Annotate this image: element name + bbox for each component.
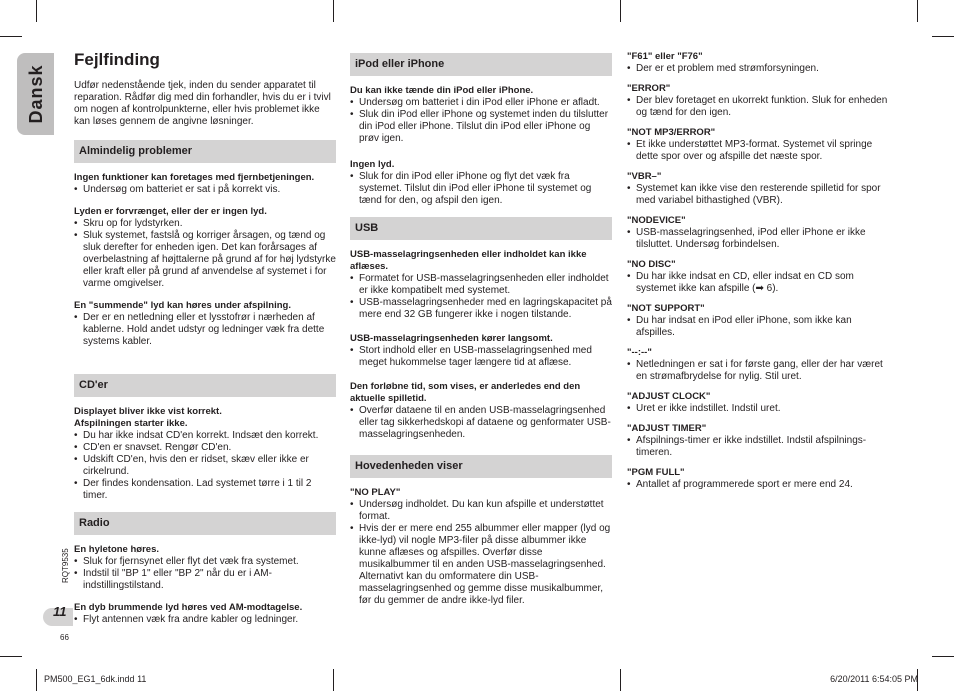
problem-item [350,249,612,321]
solution-bullet: • Du har indsat en iPod eller iPhone, som ikke kan afspilles. [627,315,889,339]
section-heading: CD'er [74,374,336,397]
solution-bullet: • Et ikke understøttet MP3-format. Systemet vil springe dette spor over og afspille det næste spor. [627,139,889,163]
display-message-item [627,127,889,163]
solution-bullet: • Overfør dataene til en anden USB-masselagringsenhed eller tag sikkerhedskopi af dataene og genformater USB-masselagringsenheden. [350,405,612,441]
problem-title: Displayet bliver ikke vist korrekt. [74,406,222,417]
problem-item [350,487,612,607]
problem-item [74,172,336,196]
problem-item [350,159,612,207]
language-label: Dansk [25,64,46,124]
solution-bullet: • Sluk systemet, fastslå og korriger årsagen, og tænd og sluk derefter for enheden igen. Det kan forårsages af overbelastning af højttalerne på grund af for høj lydstyrke eller kraft eller på grund af anvendelse af systemet i for varme omgivelser. [74,230,336,290]
problem-item [74,206,336,290]
crop-mark [932,656,954,657]
section-radio [74,512,336,626]
solution-bullet: • Systemet kan ikke vise den resterende spilletid for spor med variabel bithastighed (VBR). [627,183,889,207]
problem-item [74,602,336,626]
solution-bullet: • Uret er ikke indstillet. Indstil uret. [627,403,889,415]
crop-mark [36,669,37,691]
display-message-item [627,83,889,119]
display-message-item [627,391,889,415]
crop-mark [333,0,334,22]
problem-item [74,544,336,592]
display-message: "NOT SUPPORT" [627,303,705,314]
display-message: "NODEVICE" [627,215,686,226]
section-cd [74,374,336,502]
solution-bullet: • Udskift CD'en, hvis den er ridset, skæv eller ikke er cirkelrund. [74,454,336,478]
solution-bullet: • Der er en netledning eller et lysstofrør i nærheden af kablerne. Hold andet udstyr og ledninger væk fra dette systems kabler. [74,312,336,348]
display-message-item [627,259,889,295]
section-heading: Almindelig problemer [74,140,336,163]
solution-bullet: • Undersøg indholdet. Du kan kun afspille et understøttet format. [350,499,612,523]
solution-bullet: • Flyt antennen væk fra andre kabler og ledninger. [74,614,336,626]
solution-bullet: • Formatet for USB-masselagringsenheden eller indholdet er ikke kompatibelt med systemet. [350,273,612,297]
problem-title: USB-masselagringsenheden kører langsomt. [350,333,553,344]
solution-bullet: • Du har ikke indsat en CD, eller indsat en CD som systemet ikke kan afspille (➡ 6). [627,271,889,295]
problem-item [350,333,612,369]
solution-bullet: • Stort indhold eller en USB-masselagringsenhed med meget hukommelse tager længere tid at aflæse. [350,345,612,369]
solution-bullet: • Undersøg om batteriet i din iPod eller iPhone er afladt. [350,97,612,109]
problem-title: Afspilningen starter ikke. [74,418,188,429]
display-message-item [627,51,889,75]
solution-bullet: • Undersøg om batteriet er sat i på korrekt vis. [74,184,336,196]
section-heading: Radio [74,512,336,535]
problem-item [74,406,336,502]
display-message: "NO DISC" [627,259,676,270]
solution-bullet: • Afspilnings-timer er ikke indstillet. Indstil afspilnings-timeren. [627,435,889,459]
sub-page-number: 66 [60,633,69,642]
display-message: "ADJUST TIMER" [627,423,707,434]
problem-title: Du kan ikke tænde din iPod eller iPhone. [350,85,534,96]
crop-mark [333,669,334,691]
crop-mark [0,656,22,657]
display-message: "ERROR" [627,83,671,94]
crop-mark [917,0,918,22]
solution-bullet: • Du har ikke indsat CD'en korrekt. Indsæt den korrekt. [74,430,336,442]
display-message-item [627,423,889,459]
column-left [74,50,336,636]
solution-bullet: • Antallet af programmerede sport er mere end 24. [627,479,889,491]
page-title: Fejlfinding [74,50,160,69]
section-display [350,455,612,607]
footer-file-info: PM500_EG1_6dk.indd 11 [44,674,147,684]
solution-bullet: • Netledningen er sat i for første gang, eller der har været en strømafbrydelse for nylig. Stil uret. [627,359,889,383]
section-usb [350,217,612,441]
display-message-item [627,347,889,383]
intro-text: Udfør nedenstående tjek, inden du sender apparatet til reparation. Rådfør dig med din forhandler, hvis du er i tvivl om nogen af kontrolpunkterne, eller hvis problemet ikke kan løses gennem de angivne løsninger. [74,80,331,127]
column-middle [350,53,612,617]
section-ipod [350,53,612,207]
solution-bullet: • Sluk for fjernsynet eller flyt det væk fra systemet. [74,556,336,568]
page-number: 11 [53,604,67,619]
display-message: "VBR–" [627,171,662,182]
solution-bullet: • Sluk din iPod eller iPhone og systemet inden du tilslutter din iPod eller iPhone. Tilslut din iPod eller iPhone og prøv igen. [350,109,612,145]
solution-bullet: • Der findes kondensation. Lad systemet tørre i 1 til 2 timer. [74,478,336,502]
section-general [74,140,336,348]
problem-title: Lyden er forvrænget, eller der er ingen lyd. [74,206,267,217]
solution-bullet: • Der blev foretaget en ukorrekt funktion. Sluk for enheden og tænd for den igen. [627,95,889,119]
problem-title: Den forløbne tid, som vises, er anderledes end den aktuelle spilletid. [350,381,581,404]
display-message: "--:--" [627,347,652,358]
display-message: "PGM FULL" [627,467,685,478]
solution-bullet: • Indstil til "BP 1" eller "BP 2" når du er i AM-indstillingstilstand. [74,568,336,592]
crop-mark [620,0,621,22]
display-message-item [627,215,889,251]
solution-bullet: • USB-masselagringsenheder med en lagringskapacitet på mere end 32 GB fungerer ikke i nogen tilstande. [350,297,612,321]
section-heading: Hovedenheden viser [350,455,612,478]
display-message: "NOT MP3/ERROR" [627,127,716,138]
solution-bullet: • Der er et problem med strømforsyningen. [627,63,889,75]
problem-title: Ingen funktioner kan foretages med fjernbetjeningen. [74,172,315,183]
document-code: RQT9535 [61,548,70,583]
problem-title: Ingen lyd. [350,159,395,170]
crop-mark [36,0,37,22]
solution-bullet: • USB-masselagringsenhed, iPod eller iPhone er ikke tilsluttet. Undersøg forbindelsen. [627,227,889,251]
display-message-item [627,171,889,207]
solution-bullet: • Hvis der er mere end 255 albummer eller mapper (lyd og ikke-lyd) vil nogle MP3-filer på disse albummer ikke kunne aflæses og afspilles. Overfør disse musikalbummer til en anden USB-masselagringsenhed. Alternativt kan du omformatere din USB-masselagringsenhed og gemme disse musikalbummer, før du gemmer de andre ikke-lyd filer. [350,523,612,607]
problem-item [74,300,336,348]
crop-mark [0,36,22,37]
display-message-item [627,303,889,339]
problem-title: En hyletone høres. [74,544,159,555]
crop-mark [620,669,621,691]
solution-bullet: • Sluk for din iPod eller iPhone og flyt det væk fra systemet. Tilslut din iPod eller iPhone til systemet og tænd for den, og afspil den igen. [350,171,612,207]
section-heading: iPod eller iPhone [350,53,612,76]
solution-bullet: • CD'en er snavset. Rengør CD'en. [74,442,336,454]
footer-timestamp: 6/20/2011 6:54:05 PM [830,674,918,684]
display-message: "F61" eller "F76" [627,51,703,62]
problem-title: USB-masselagringsenheden eller indholdet kan ikke aflæses. [350,249,587,272]
problem-title: En dyb brummende lyd høres ved AM-modtagelse. [74,602,303,613]
display-message: "ADJUST CLOCK" [627,391,711,402]
crop-mark [932,36,954,37]
solution-bullet: • Skru op for lydstyrken. [74,218,336,230]
display-message-item [627,467,889,491]
problem-item [350,381,612,441]
problem-item [350,85,612,145]
language-tab [17,53,54,135]
column-right [627,51,889,499]
section-heading: USB [350,217,612,240]
problem-title: "NO PLAY" [350,487,401,498]
problem-title: En "summende" lyd kan høres under afspilning. [74,300,291,311]
